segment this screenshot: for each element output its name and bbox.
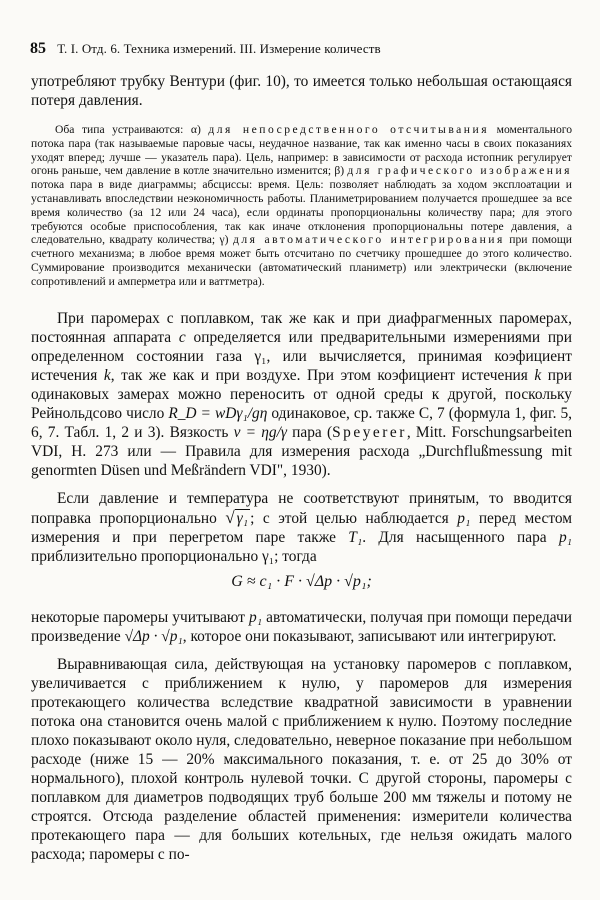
p3-a: Если давление и температура не соответствуют принятым, то вводится поправка пропорционально [31, 489, 572, 527]
running-title: Т. I. Отд. 6. Техника измерений. III. Измерение количеств [57, 41, 381, 56]
small-a-rest: моментального потока пара (так называемые паровые часы, неудачное название, так как именно часы в своих показаниях уходят вперед; лучше — указатель пара). Цель, например: в зависимости от расхода истопник регулирует огонь раньше, чем давление в котле значительно изменится; β) [31, 123, 572, 178]
p4-a: некоторые паромеры учитывают [31, 608, 250, 626]
text-column [31, 72, 572, 892]
p4-b: автоматически, получая при помощи передачи произведение [31, 608, 572, 645]
p2-f: пара ( [286, 423, 333, 441]
p3-p1b: p₁ [558, 528, 572, 546]
p2-c: c [178, 328, 186, 346]
small-print-block [31, 123, 572, 289]
p4-p1: p₁ [249, 608, 263, 626]
p2-k: k [103, 366, 111, 384]
small-c-rest: при помощи счетного механизма; в любое время может быть отсчитано по счетчику прошедшее до этого количество. Суммирование производится механически (автоматический планиметр) или электрически (включение сопротивлений и амперметра или и ваттметра). [31, 233, 572, 288]
p4-c: , которое они показывают, записывают или интегрируют. [182, 627, 557, 645]
small-a-spaced: для непосредственного отсчитывания [208, 123, 490, 136]
p3-b: ; с этой целью наблюдается [250, 509, 458, 527]
paragraph-4 [31, 608, 572, 646]
p3-e: приблизительно пропорционально γ₁; тогда [31, 547, 317, 565]
small-c-spaced: для автоматического интегрирования [232, 233, 505, 247]
main-formula: G ≈ c₁ · F · √Δp · √p₁; [231, 572, 372, 590]
p3-c: перед местом измерения и при перегретом паре также [31, 509, 572, 546]
paragraph-1: употребляют трубку Вентури (фиг. 10), то имеется только небольшая остающаяся потеря давления. [31, 73, 572, 109]
p2-e: одинаковое, ср. также С, 7 (формула 1, фиг. 5, 6, 7. Табл. 1, 2 и 3). Вязкость [31, 404, 572, 441]
p2-k2: k [534, 366, 542, 384]
author-speyerer: Speyerer [332, 423, 407, 441]
p2-a: При паромерах с поплавком, так же как и при диафрагменных паромерах, постоянная аппарата [31, 309, 572, 346]
paragraph-2 [31, 309, 572, 480]
sqrt-gamma: γ₁ [236, 509, 249, 527]
small-b-rest: потока пара в виде диаграммы; абсциссы: время. Цель: позволяет наблюдать за ходом эксплоатации и устанавливать впоследствии неэкономичность работы. Планиметрированием получается прошедшее за все время количество (за 12 или 24 часа), если ординаты пропорциональны количеству пара; для этого требуются особые приспособления, так как иначе отклонения пропорциональны потере давления, а следовательно, квадрату количества; γ) [31, 178, 572, 247]
paragraph-3 [31, 489, 572, 566]
page-number: 85 [30, 40, 46, 57]
reynolds-formula: R_D = wDγ₁/gη [168, 404, 268, 422]
small-b-spaced: для графического изображения [347, 164, 572, 178]
small-intro: Оба типа устраиваются: α) [55, 123, 209, 136]
p2-b: определяется или предварительными измерениями при определенном состоянии газа γ₁, или вычисляется, принимая коэфициент истечения [31, 328, 572, 384]
p2-g: , Mitt. Forschungsarbeiten VDI, H. 273 или — Правила для измерения расхода „Durchflußmessung mit genormten Düsen und Meßrändern VDI", 1930). [31, 423, 572, 479]
p3-p1: p₁ [457, 509, 471, 527]
product-formula: √Δp · √p₁ [124, 627, 183, 645]
viscosity-formula: ν = ηg/γ [233, 423, 287, 441]
p2-c2: , так же как и при воздухе. При этом коэфициент истечения [110, 366, 535, 384]
p2-d: при одинаковых замерах можно переносить от одной среды к другой, поскольку Рейнольдсово число [31, 366, 572, 422]
p3-d: . Для насыщенного пара [362, 528, 559, 546]
paragraph-5: Выравнивающая сила, действующая на установку паромеров с поплавком, увеличивается с приближением к нулю, у паромеров для измерения протекающего количества вследствие квадратной зависимости в уравнении потока она становится очень малой с приближением к нулю. Поэтому последние плохо показывают около нуля, следовательно, неверное показание при небольшом расходе (ниже 15 — 20% максимального показания, т. е. от 25 до 30% от нормального), плохой контроль нулевой точки. С другой стороны, паромеры с поплавком для диаметров подводящих труб больше 200 мм тяжелы и потому не строятся. Отсюда разделение областей применения: измерители количества протекающего пара — для больших котельных, где нельзя ожидать малого расхода; паромеры с по- [31, 655, 572, 863]
p3-T1: T₁ [348, 528, 363, 546]
sqrt-sign: √ [225, 507, 235, 527]
running-header [30, 40, 575, 62]
